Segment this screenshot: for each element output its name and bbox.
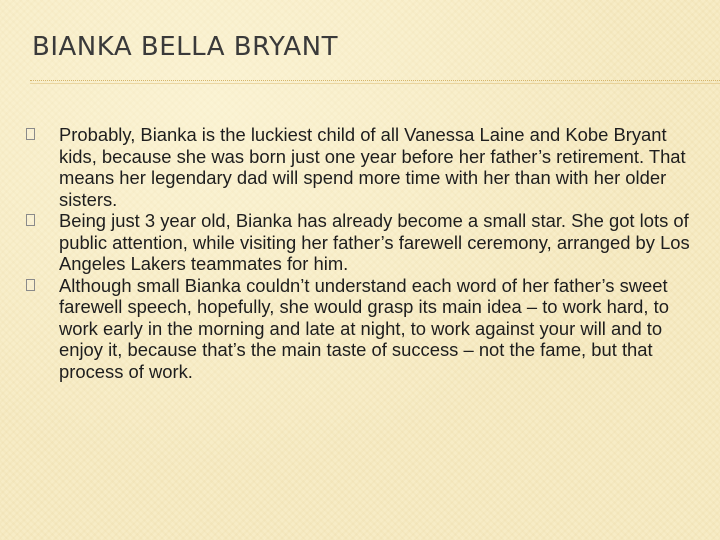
square-bullet-icon [26,128,35,140]
bullet-text: Although small Bianka couldn’t understand each word of her father’s sweet farewell speech, hopefully, she would grasp its main idea – to work hard, to work early in the morning and late at night, to work against your will and to enjoy it, because that’s the main taste of success – not the fame, but that process of work. [59,274,669,382]
bullet-item [26,210,706,275]
title-divider [30,80,720,81]
bullet-item [26,124,706,210]
square-bullet-icon [26,214,35,226]
bullet-list [26,124,706,382]
bullet-text: Probably, Bianka is the luckiest child of all Vanessa Laine and Kobe Bryant kids, because she was born just one year before her father’s retirement. That means her legendary dad will spend more time with her than with her older sisters. [59,124,686,210]
slide-title: BIANKA BELLA BRYANT [32,32,338,62]
bullet-text: Being just 3 year old, Bianka has already become a small star. She got lots of public attention, while visiting her father’s farewell ceremony, arranged by Los Angeles Lakers teammates for him. [59,210,690,274]
bullet-item [26,275,706,383]
square-bullet-icon [26,279,35,291]
